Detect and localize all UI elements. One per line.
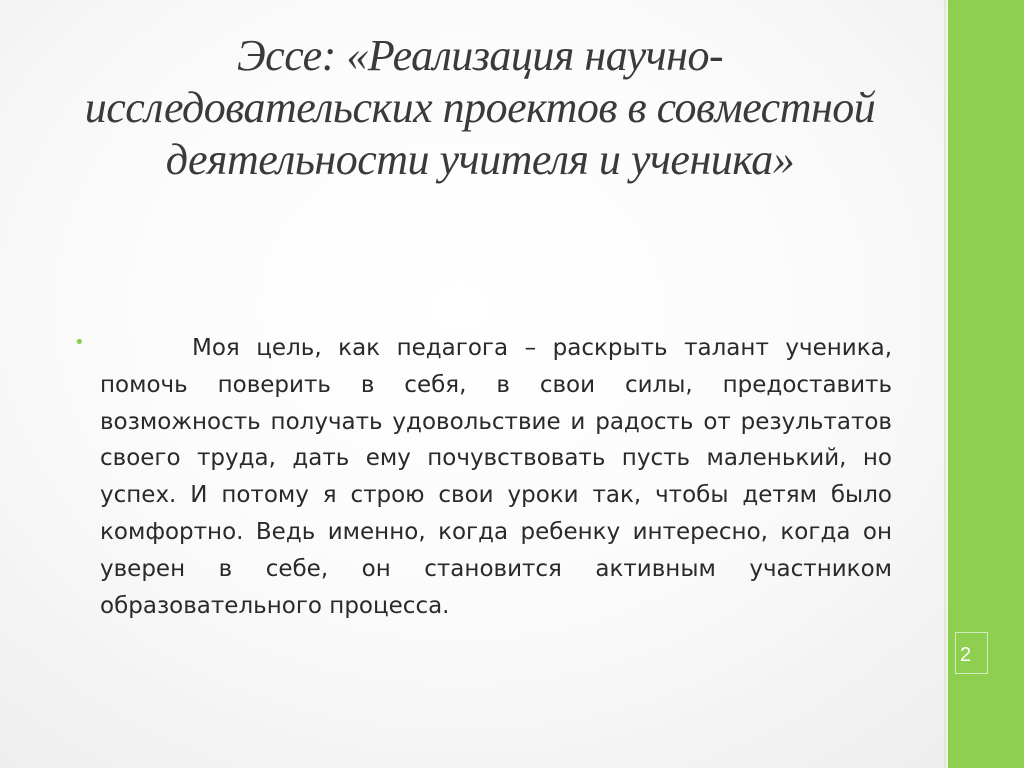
bullet-icon: • — [74, 332, 85, 353]
body-paragraph: Моя цель, как педагога – раскрыть талант ученика, помочь поверить в себя, в свои силы, предоставить возможность получать удовольствие и радость от результатов своего труда, дать ему почувствовать пусть маленький, но успех. И потому я строю свои уроки так, чтобы детям было комфортно. Ведь именно, когда ребенку интересно, когда он уверен в себе, он становится активным участником образовательного процесса. — [100, 335, 892, 619]
slide-title: Эссе: «Реализация научно-исследовательских проектов в совместной деятельности учителя и ученика» — [84, 31, 876, 184]
page-number: 2 — [955, 632, 988, 674]
side-divider-line — [944, 0, 946, 768]
